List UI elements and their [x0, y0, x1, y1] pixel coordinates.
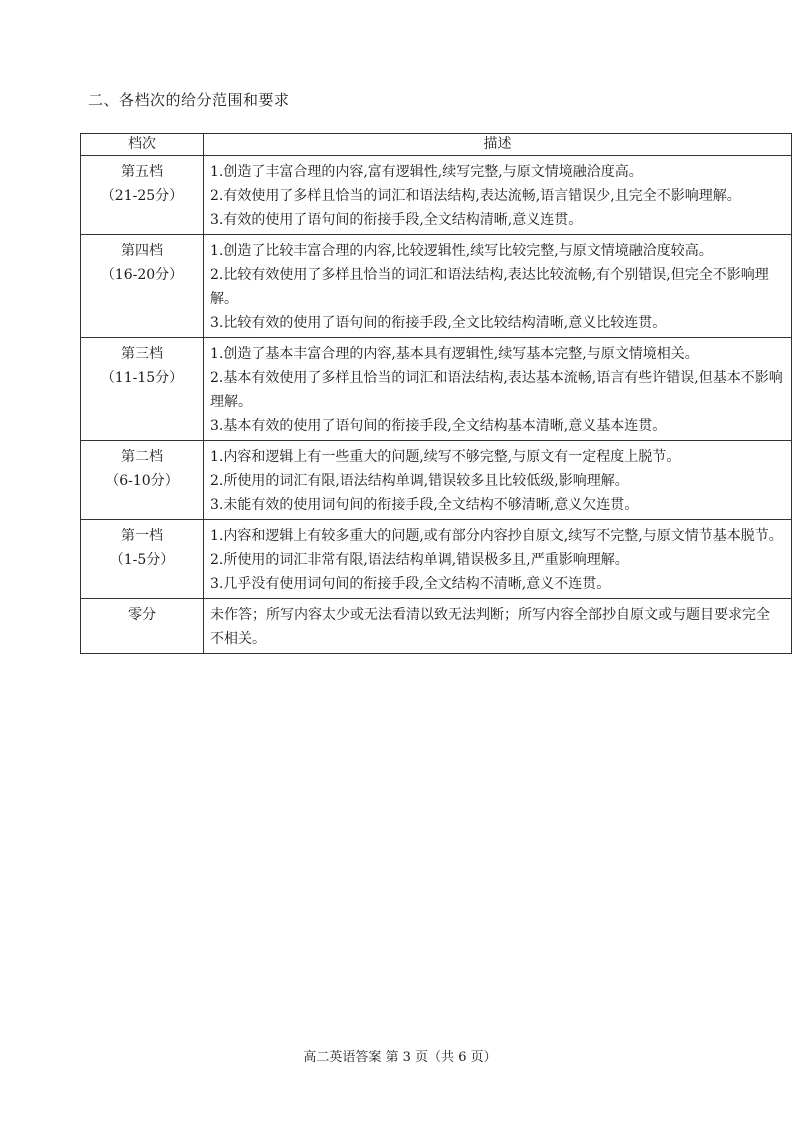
- description-item: 1.内容和逻辑上有一些重大的问题,续写不够完整,与原文有一定程度上脱节。: [210, 449, 681, 465]
- table-row: [81, 520, 792, 599]
- level-range: （1-5分）: [109, 552, 175, 568]
- description-item: 2.所使用的词汇有限,语法结构单调,错误较多且比较低级,影响理解。: [210, 473, 629, 489]
- description-item: 3.比较有效的使用了语句间的衔接手段,全文比较结构清晰,意义比较连贯。: [210, 315, 667, 331]
- level-range: （21-25分）: [100, 188, 184, 204]
- description-item: 未作答；所写内容太少或无法看清以致无法判断；所写内容全部抄自原文或与题目要求完全不相关。: [210, 607, 770, 647]
- level-range: （16-20分）: [100, 267, 184, 283]
- description-item: 2.有效使用了多样且恰当的词汇和语法结构,表达流畅,语言错误少,且完全不影响理解。: [210, 188, 741, 204]
- description-cell: [204, 599, 792, 654]
- description-item: 1.内容和逻辑上有较多重大的问题,或有部分内容抄自原文,续写不完整,与原文情节基本脱节。2.所使用的词汇非常有限,语法结构单调,错误极多且,严重影响理解。: [210, 528, 783, 568]
- description-cell: [204, 520, 792, 599]
- level-cell: [81, 599, 204, 654]
- level-cell: [81, 441, 204, 520]
- description-item: 3.有效的使用了语句间的衔接手段,全文结构清晰,意义连贯。: [210, 212, 583, 228]
- page-footer: 高二英语答案 第 3 页（共 6 页）: [303, 1050, 497, 1065]
- scoring-rubric-table: [80, 133, 792, 654]
- level-cell: [81, 520, 204, 599]
- description-cell: [204, 235, 792, 338]
- description-item: 3.基本有效的使用了语句间的衔接手段,全文结构基本清晰,意义基本连贯。: [210, 418, 667, 434]
- description-item: 1.创造了基本丰富合理的内容,基本具有逻辑性,续写基本完整,与原文情境相关。: [210, 346, 699, 362]
- description-item: 3.几乎没有使用词句间的衔接手段,全文结构不清晰,意义不连贯。: [210, 576, 611, 592]
- table-row: [81, 156, 792, 235]
- level-name: 零分: [128, 607, 156, 623]
- description-cell: [204, 338, 792, 441]
- level-cell: [81, 156, 204, 235]
- description-cell: [204, 441, 792, 520]
- description-item: 1.创造了比较丰富合理的内容,比较逻辑性,续写比较完整,与原文情境融洽度较高。: [210, 243, 713, 259]
- level-name: 第二档: [121, 449, 163, 465]
- level-cell: [81, 338, 204, 441]
- level-name: 第五档: [121, 164, 163, 180]
- level-range: （6-10分）: [105, 473, 179, 489]
- table-row: [81, 235, 792, 338]
- table-row: [81, 441, 792, 520]
- table-header-row: [81, 134, 792, 156]
- level-name: 第四档: [121, 243, 163, 259]
- level-name: 第三档: [121, 346, 163, 362]
- description-item: 2.基本有效使用了多样且恰当的词汇和语法结构,表达基本流畅,语言有些许错误,但基本不影响理解。: [210, 370, 783, 410]
- level-cell: [81, 235, 204, 338]
- level-name: 第一档: [121, 528, 163, 544]
- header-level: 档次: [81, 134, 204, 156]
- header-description: 描述: [204, 134, 792, 156]
- level-range: （11-15分）: [100, 370, 184, 386]
- description-item: 3.未能有效的使用词句间的衔接手段,全文结构不够清晰,意义欠连贯。: [210, 497, 639, 513]
- description-item: 2.比较有效使用了多样且恰当的词汇和语法结构,表达比较流畅,有个别错误,但完全不影响理解。: [210, 267, 769, 307]
- table-row: [81, 338, 792, 441]
- description-item: 1.创造了丰富合理的内容,富有逻辑性,续写完整,与原文情境融洽度高。: [210, 164, 643, 180]
- table-row: [81, 599, 792, 654]
- section-title: 二、各档次的给分范围和要求: [88, 91, 290, 109]
- description-cell: [204, 156, 792, 235]
